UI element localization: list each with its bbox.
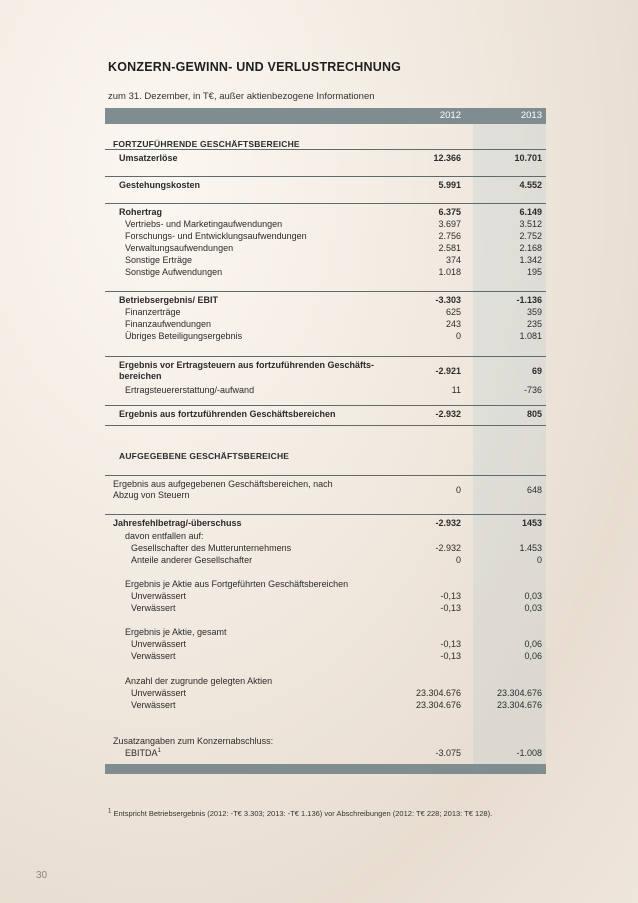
page-subtitle: zum 31. Dezember, in T€, außer aktienbezogene Informationen [108,91,375,102]
table-footer-bar [105,764,546,774]
footnote-mark: 1 [108,808,112,815]
table-row-rohertrag: Rohertrag 6.375 6.149 [105,203,546,204]
table-row-herstell: Gestehungskosten 5.991 4.552 [105,176,546,195]
table-row-umsatz: Umsatzerlöse 12.366 10.701 [105,149,546,168]
year-2013-header: 2013 [520,110,542,121]
table-row-jahres: Jahresfehlbetrag/-überschuss -2.932 1453 [105,514,546,515]
table-row-ergebnis-aufg: Ergebnis aus aufgegebenen Geschäftsbereichen, nach Abzug von Steuern 0 648 [105,475,546,506]
section-heading-discontinued: AUFGEGEBENE GESCHÄFTSBEREICHE [105,425,546,466]
page-title: KONZERN-GEWINN- UND VERLUSTRECHNUNG [108,60,402,74]
table-row-ebt: Ergebnis vor Ertragsteuern aus fortzuführenden Geschäfts-bereichen -2.921 69 [105,356,546,385]
footnote [108,809,492,818]
ebitda-label: EBITDA [125,748,158,758]
income-statement-table: 2012 2013 FORTZUFÜHRENDE GESCHÄFTSBEREICHE Umsatzerlöse 12.366 10.701 Gestehungskosten 5.991 4.552 Rohertrag 6.375 6.149 Vertriebs- und Marketingaufwendungen 3.697 3.512 Forschungs- und Entwicklungsaufwendungen 2.756 2.752 Verwaltungsaufwendungen 2.581 2.168 Sonstige Erträge 374 1.342 Sonstige Aufwendungen 1.018 195 Betriebsergebnis/ EBIT -3.303 -1.136 Finanzerträge 625 359 Finanzaufwendungen 243 235 Übriges Beteiligungsergebnis 0 1.081 Ergebnis vor Ertragsteuern aus fortzuführenden Geschäfts-bereichen -2.921 69 Ertragsteuererstattung/-aufwand 11 -736 Ergebnis aus fortzuführenden Geschäftsbereichen -2.932 805 AUFGEGEBENE GESCHÄFTSBEREICHE Ergebnis aus aufgegebenen Geschäftsbereichen, nach Abzug von Steuern 0 648 Jahresfehlbetrag/-überschuss -2.932 1453 davon entfallen auf: Gesellschafter des Mutterunternehmens -2.932 1.453 Anteile anderer Gesellschafter 0 0 Ergebnis je Aktie aus Fortgeführten Geschäftsbereichen Unverwässert -0,13 0,03 Verwässert -0,13 0,03 Ergebnis je Aktie, gesamt Unverwässert -0,13 0,06 Verwässert -0,13 0,06 Anzahl der zugrunde gelegten Aktien Unverwässert 23.304.676 23.304.676 Verwässert 23.304.676 23.304.676 Zusatzangaben zum Konzernabschluss: EBITDA$^1$ -3.075 -1.008 [105,108,546,774]
table-row-ebit: Betriebsergebnis/ EBIT -3.303 -1.136 [105,291,546,292]
year-2012-header: 2012 [439,110,461,121]
footnote-text: Entspricht Betriebsergebnis (2012: -T€ 3.303; 2013: -T€ 1.136) vor Abschreibungen (2012: T€ 228; 2013: T€ 128). [113,809,493,818]
table-row-ergebnis-fort: Ergebnis aus fortzuführenden Geschäftsbereichen -2.932 805 [105,405,546,424]
table-header-bar [105,108,546,124]
page-number: 30 [36,870,48,881]
footnote-ref: 1 [157,748,161,754]
